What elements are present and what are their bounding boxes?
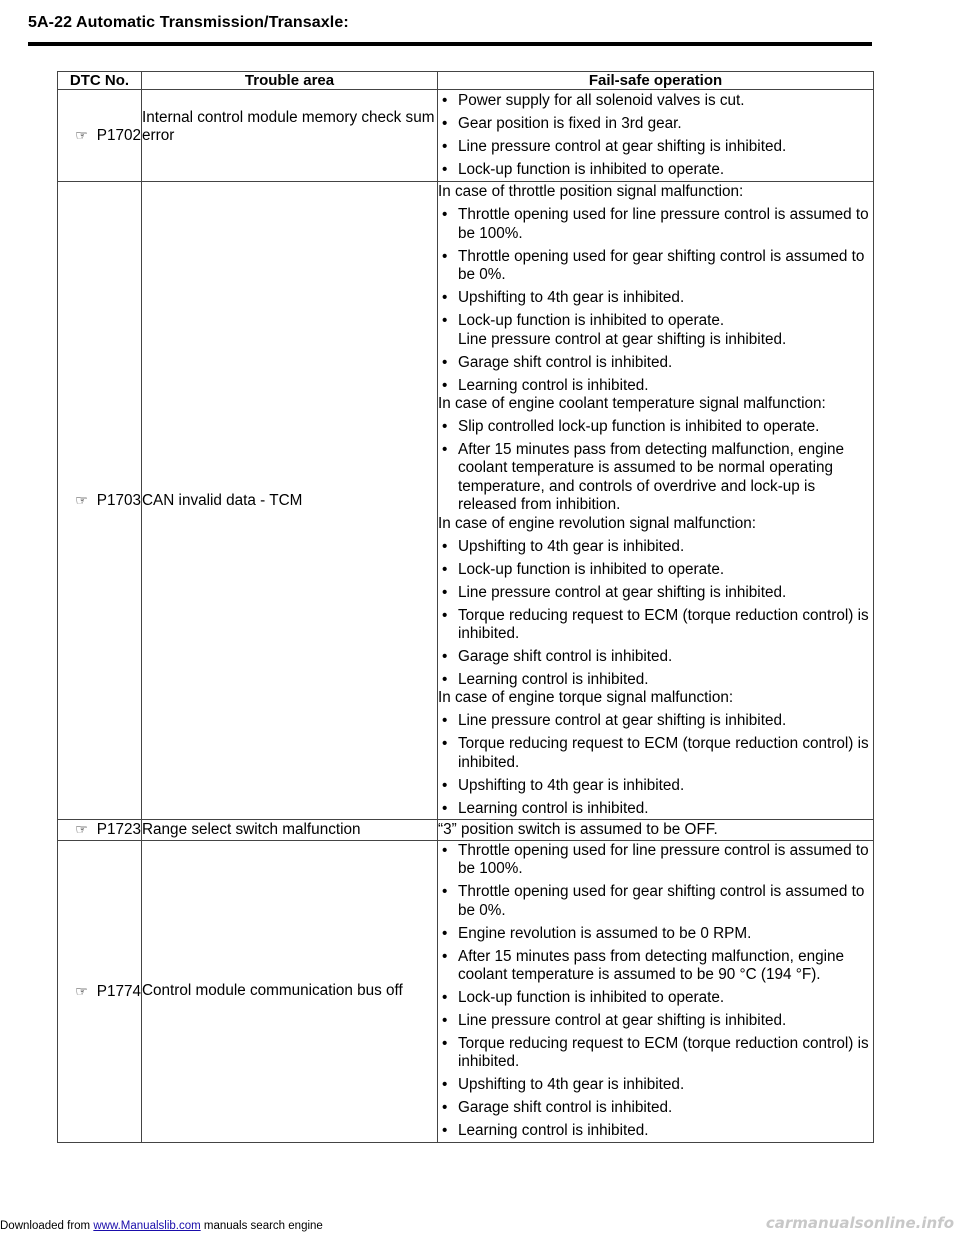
pointing-hand-icon: ☞ [75, 982, 88, 999]
credit-suffix: manuals search engine [200, 1220, 323, 1232]
condition-heading: In case of engine torque signal malfunction: [438, 689, 734, 707]
pointing-hand-icon: ☞ [75, 127, 88, 143]
list-item: • Throttle opening used for gear shifting control is assumed to be 0%. [438, 883, 873, 920]
list-item-text: Line pressure control at gear shifting is inhibited. [458, 330, 787, 348]
trouble-area-text: CAN invalid data - TCM [142, 491, 303, 509]
list-item: • Upshifting to 4th gear is inhibited. [438, 289, 873, 307]
dtc-code-cell [58, 840, 142, 1142]
trouble-area-cell [142, 820, 438, 840]
manualslib-link[interactable]: www.Manualslib.com [93, 1220, 201, 1232]
list-item: • Learning control is inhibited. [438, 1122, 873, 1140]
list-item: • Upshifting to 4th gear is inhibited. [438, 538, 873, 556]
fail-safe-cell [438, 90, 874, 182]
trouble-area-cell [142, 90, 438, 182]
pointing-hand-icon: ☞ [75, 821, 88, 838]
table-header-row [58, 72, 874, 90]
list-item: • Throttle opening used for gear shifting control is assumed to be 0%. [438, 248, 873, 285]
list-item: • Lock-up function is inhibited to operate. [438, 161, 873, 179]
pointing-hand-icon: ☞ [75, 492, 88, 509]
condition-heading: In case of throttle position signal malfunction: [438, 183, 744, 201]
page-footer [0, 1214, 960, 1236]
dtc-code-cell [58, 182, 142, 820]
watermark: carmanualsonline.info [765, 1214, 954, 1232]
list-item: • Upshifting to 4th gear is inhibited. [438, 1076, 873, 1094]
list-item: • Garage shift control is inhibited. [438, 648, 873, 666]
page-title: 5A-22 Automatic Transmission/Transaxle: [28, 14, 349, 31]
list-item: • After 15 minutes pass from detecting malfunction, engine coolant temperature is assumed to be normal operating temperature, and controls of overdrive and lock-up is released from inhibition. [438, 441, 873, 515]
fail-safe-cell [438, 840, 874, 1142]
list-item: • Line pressure control at gear shifting is inhibited. [438, 584, 873, 602]
table-row [58, 90, 874, 182]
fail-safe-text: “3” position switch is assumed to be OFF. [438, 820, 718, 838]
list-item: • Lock-up function is inhibited to operate. [438, 989, 873, 1007]
list-item: • Gear position is fixed in 3rd gear. [438, 115, 873, 133]
list-item: • Learning control is inhibited. [438, 800, 873, 818]
trouble-area-text: Range select switch malfunction [142, 820, 361, 838]
column-header-fail-safe: Fail-safe operation [438, 72, 874, 90]
dtc-code-cell [58, 90, 142, 182]
dtc-code-cell [58, 820, 142, 840]
fail-safe-cell [438, 182, 874, 820]
table-row [58, 840, 874, 1142]
list-item: • Line pressure control at gear shifting is inhibited. [438, 138, 873, 156]
list-item: • Torque reducing request to ECM (torque reduction control) is inhibited. [438, 735, 873, 772]
list-item-text: • Lock-up function is inhibited to operate. [458, 312, 725, 330]
list-item: • Upshifting to 4th gear is inhibited. [438, 777, 873, 795]
trouble-area-cell [142, 182, 438, 820]
list-item: • Power supply for all solenoid valves is cut. [438, 92, 873, 110]
list-item: • Learning control is inhibited. [438, 671, 873, 689]
trouble-area-cell [142, 840, 438, 1142]
list-item: • Line pressure control at gear shifting is inhibited. [438, 1012, 873, 1030]
credit-prefix: Downloaded from [0, 1220, 94, 1232]
list-item: • Throttle opening used for line pressure control is assumed to be 100%. [438, 842, 873, 879]
page-header [28, 6, 872, 46]
trouble-area-text: Control module communication bus off [142, 982, 403, 999]
list-item: • Engine revolution is assumed to be 0 RPM. [438, 925, 873, 943]
list-item: • Learning control is inhibited. [438, 377, 873, 395]
dtc-code: P1723 [96, 821, 141, 839]
dtc-fail-safe-table [57, 71, 874, 1143]
trouble-area-text: Internal control module memory check sum error [142, 109, 435, 145]
list-item: • Torque reducing request to ECM (torque reduction control) is inhibited. [438, 607, 873, 644]
dtc-code: P1774 [96, 982, 141, 1000]
dtc-code: P1702 [96, 127, 141, 144]
list-item: • Lock-up function is inhibited to operate. [438, 561, 873, 579]
column-header-trouble-area: Trouble area [142, 72, 438, 90]
list-item [438, 312, 873, 349]
download-credit [0, 1220, 323, 1232]
list-item: • Slip controlled lock-up function is inhibited to operate. [438, 418, 873, 436]
list-item: • Garage shift control is inhibited. [438, 354, 873, 372]
list-item: • After 15 minutes pass from detecting malfunction, engine coolant temperature is assumed to be 90 °C (194 °F). [438, 948, 873, 985]
list-item: • Garage shift control is inhibited. [438, 1099, 873, 1117]
dtc-code: P1703 [96, 492, 141, 510]
fail-safe-cell [438, 820, 874, 840]
table-row [58, 182, 874, 820]
table-row [58, 820, 874, 840]
condition-heading: In case of engine revolution signal malfunction: [438, 514, 757, 532]
condition-heading: In case of engine coolant temperature signal malfunction: [438, 395, 826, 413]
list-item: • Throttle opening used for line pressure control is assumed to be 100%. [438, 206, 873, 243]
column-header-dtc: DTC No. [58, 72, 142, 90]
list-item: • Line pressure control at gear shifting is inhibited. [438, 712, 873, 730]
list-item: • Torque reducing request to ECM (torque reduction control) is inhibited. [438, 1035, 873, 1072]
